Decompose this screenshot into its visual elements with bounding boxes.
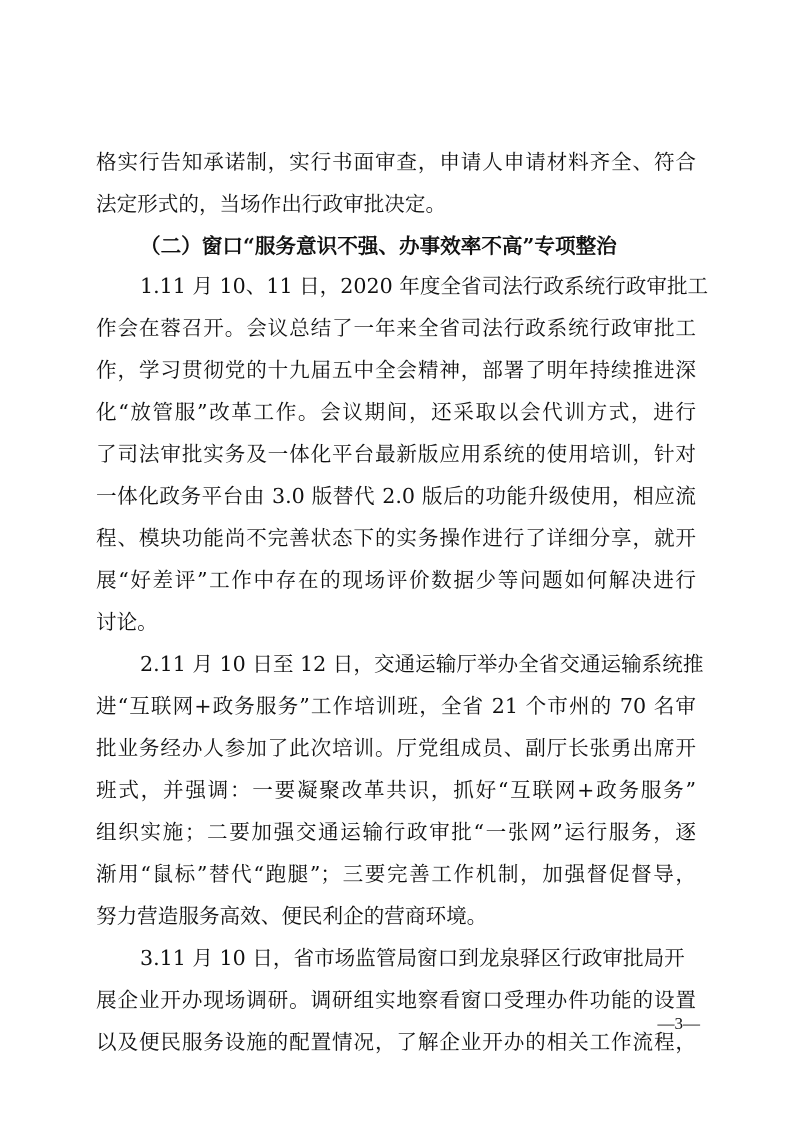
text-line: 作，学习贯彻党的十九届五中全会精神，部署了明年持续推进深: [96, 358, 696, 382]
text-line: 2.11 月 10 日至 12 日，交通运输厅举办全省交通运输系统推: [140, 652, 704, 676]
text-line: 努力营造服务高效、便民利企的营商环境。: [96, 904, 488, 928]
text-line: 法定形式的，当场作出行政审批决定。: [96, 192, 447, 216]
text-line: 了司法审批实务及一体化平台最新版应用系统的使用培训，针对: [96, 442, 696, 466]
text-line: 3.11 月 10 日，省市场监管局窗口到龙泉驿区行政审批局开: [140, 946, 685, 970]
text-line: 进“互联网+政务服务”工作培训班，全省 21 个市州的 70 名审: [96, 694, 696, 718]
text-line: 展“好差评”工作中存在的现场评价数据少等问题如何解决进行: [96, 568, 696, 592]
text-line: 批业务经办人参加了此次培训。厅党组成员、副厅长张勇出席开: [96, 736, 696, 760]
text-line: 1.11 月 10、11 日，2020 年度全省司法行政系统行政审批工: [140, 274, 709, 298]
text-line: 格实行告知承诺制，实行书面审查，申请人申请材料齐全、符合: [96, 150, 696, 174]
text-line: 一体化政务平台由 3.0 版替代 2.0 版后的功能升级使用，相应流: [96, 484, 696, 508]
text-line: 展企业开办现场调研。调研组实地察看窗口受理办件功能的设置: [96, 988, 696, 1012]
text-line: 组织实施；二要加强交通运输行政审批“一张网”运行服务，逐: [96, 820, 696, 844]
page-number: —3—: [657, 1014, 700, 1033]
text-line: 渐用“鼠标”替代“跑腿”；三要完善工作机制，加强督促督导，: [96, 862, 696, 886]
text-line: 程、模块功能尚不完善状态下的实务操作进行了详细分享，就开: [96, 526, 696, 550]
text-line: 作会在蓉召开。会议总结了一年来全省司法行政系统行政审批工: [96, 316, 696, 340]
section-heading: （二）窗口“服务意识不强、办事效率不高”专项整治: [140, 234, 617, 258]
text-line: 班式，并强调：一要凝聚改革共识，抓好“互联网+政务服务”: [96, 778, 696, 802]
text-line: 以及便民服务设施的配置情况，了解企业开办的相关工作流程，: [96, 1030, 696, 1054]
text-line: 化“放管服”改革工作。会议期间，还采取以会代训方式，进行: [96, 400, 696, 424]
text-line: 讨论。: [96, 610, 158, 634]
